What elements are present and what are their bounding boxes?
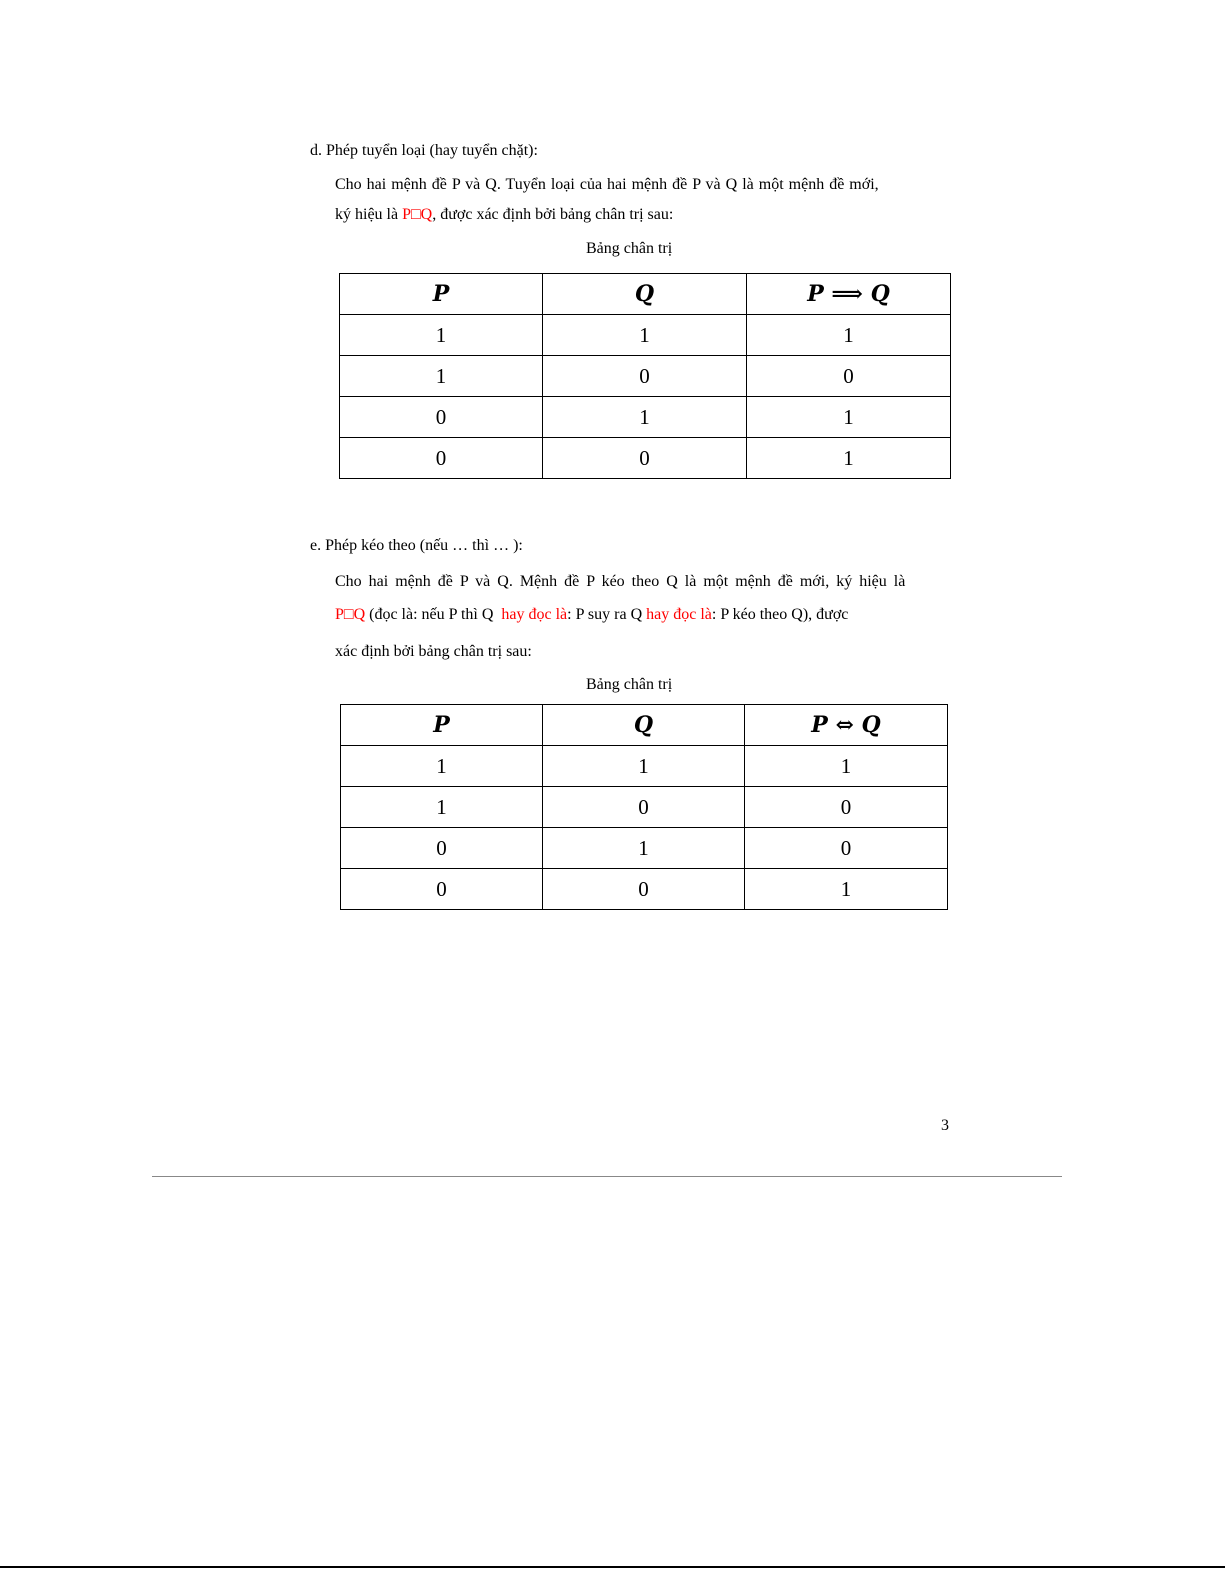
truth-table-e bbox=[340, 704, 948, 910]
table-header-row bbox=[341, 705, 948, 746]
table-cell: 0 bbox=[340, 438, 543, 479]
table-row bbox=[341, 746, 948, 787]
table-cell: 1 bbox=[745, 746, 948, 787]
section-e-line2-part2: : P suy ra Q bbox=[567, 606, 647, 623]
table-row bbox=[341, 828, 948, 869]
table-cell: 0 bbox=[745, 787, 948, 828]
header-cell: P ⟹ Q bbox=[747, 274, 951, 315]
table-cell: 1 bbox=[745, 869, 948, 910]
section-d-line2-prefix: ký hiệu là bbox=[335, 206, 403, 223]
bottom-border bbox=[0, 1566, 1225, 1568]
table-cell: 1 bbox=[747, 315, 951, 356]
header-cell: P ⇔ Q bbox=[745, 705, 948, 746]
section-e-red-text-1: hay đọc là bbox=[501, 606, 568, 623]
table-cell: 1 bbox=[543, 315, 747, 356]
table-row bbox=[340, 397, 951, 438]
table-cell: 1 bbox=[747, 438, 951, 479]
table-cell: 1 bbox=[543, 828, 745, 869]
header-cell: P bbox=[341, 705, 543, 746]
section-e-line2-part1: (đọc là: nếu P thì Q bbox=[365, 606, 502, 623]
table-cell: 0 bbox=[543, 356, 747, 397]
section-d-caption: Bảng chân trị bbox=[586, 240, 673, 257]
table-cell: 0 bbox=[543, 869, 745, 910]
table-row bbox=[341, 869, 948, 910]
table-cell: 1 bbox=[543, 746, 745, 787]
table-row bbox=[341, 787, 948, 828]
table-cell: 1 bbox=[341, 746, 543, 787]
table-cell: 1 bbox=[340, 315, 543, 356]
section-d-heading: d. Phép tuyển loại (hay tuyển chặt): bbox=[310, 142, 538, 159]
page-number: 3 bbox=[941, 1117, 949, 1134]
section-e-red-text-2: hay đọc là bbox=[646, 606, 712, 623]
table-cell: 0 bbox=[543, 787, 745, 828]
section-d-line2 bbox=[335, 206, 673, 224]
section-e-symbol: P□Q bbox=[335, 606, 366, 623]
table-cell: 0 bbox=[341, 869, 543, 910]
table-cell: 0 bbox=[745, 828, 948, 869]
section-e-caption: Bảng chân trị bbox=[586, 676, 673, 693]
header-cell: P bbox=[340, 274, 543, 315]
table-row bbox=[340, 315, 951, 356]
table-cell: 1 bbox=[543, 397, 747, 438]
section-e-line2 bbox=[335, 606, 848, 624]
table-header-row bbox=[340, 274, 951, 315]
table-row bbox=[340, 356, 951, 397]
page-divider bbox=[152, 1176, 1062, 1177]
section-e-line3: xác định bởi bảng chân trị sau: bbox=[335, 643, 532, 660]
table-cell: 0 bbox=[341, 828, 543, 869]
table-cell: 1 bbox=[341, 787, 543, 828]
section-e-line1: Cho hai mệnh đề P và Q. Mệnh đề P kéo theo Q là một mệnh đề mới, ký hiệu là bbox=[335, 573, 906, 590]
section-d-symbol: P□Q bbox=[402, 206, 433, 223]
table-cell: 0 bbox=[747, 356, 951, 397]
table-cell: 1 bbox=[340, 356, 543, 397]
table-row bbox=[340, 438, 951, 479]
header-cell: Q bbox=[543, 705, 745, 746]
table-cell: 0 bbox=[543, 438, 747, 479]
section-e-heading: e. Phép kéo theo (nếu … thì … ): bbox=[310, 537, 523, 554]
header-cell: Q bbox=[543, 274, 747, 315]
truth-table-d bbox=[339, 273, 951, 479]
table-cell: 1 bbox=[747, 397, 951, 438]
section-d-line2-suffix: , được xác định bởi bảng chân trị sau: bbox=[432, 206, 674, 223]
section-e-line2-part3: : P kéo theo Q), được bbox=[711, 606, 849, 623]
table-cell: 0 bbox=[340, 397, 543, 438]
section-d-line1: Cho hai mệnh đề P và Q. Tuyển loại của hai mệnh đề P và Q là một mệnh đề mới, bbox=[335, 176, 879, 193]
